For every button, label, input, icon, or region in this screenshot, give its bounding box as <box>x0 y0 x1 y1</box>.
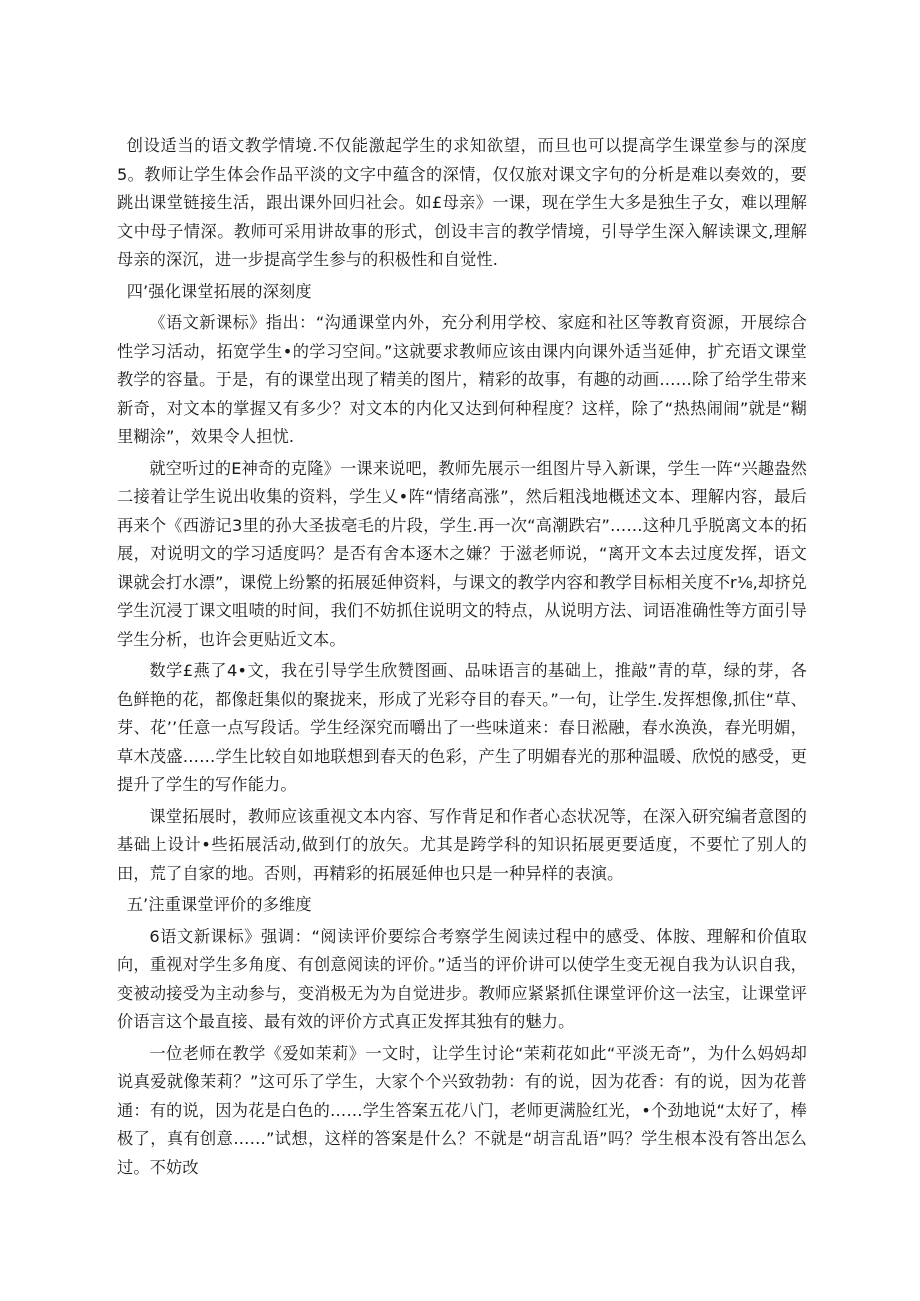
paragraph: 数学£燕了4•文，我在引导学生欣赞图画、品味语言的基础上，推敲”青的草，绿的芽，各色鲜艳的花，都像赶集似的聚拢来，形成了光彩夺目的春天。”一句，让学生.发挥想像,抓住“草、芽、花’’任意一点写段话。学生经深究而嚼出了一些味道来：春日淞融，春水涣涣，春光明媚，草木茂盛……学生比较自如地联想到春天的色彩，产生了明媚春光的那种温暖、欣悦的感受，更提升了学生的写作能力。 <box>117 661 807 794</box>
document-body <box>117 132 807 1182</box>
paragraph: 课堂拓展时，教师应该重视文本内容、写作背足和作者心态状况等，在深入研究编者意图的基础上设计•些拓展活动,做到仃的放矢。尤其是跨学科的知识拓展更要适度，不要忙了别人的田，荒了自家的地。否则，再精彩的拓展延伸也只是一种异样的表演。 <box>117 806 807 883</box>
paragraph: 一位老师在教学《爱如茉莉》一文时，让学生讨论“茉莉花如此“平淡无奇”，为什么妈妈却说真爱就像茉莉？”这可乐了学生，大家个个兴致勃勃：有的说，因为花香：有的说，因为花普通：有的说，因为花是白色的……学生答案五花八门，老师更满脸红光，•个劲地说“太好了，棒极了，真有创意……”试想，这样的答案是什么？不就是“胡言乱语”吗？学生根本没有答出怎么过。不妨改 <box>117 1043 807 1177</box>
section-heading-5: 五’注重课堂评价的多维度 <box>126 895 312 914</box>
paragraph: 《语文新课标》指出：“沟通课堂内外，充分利用学校、家庭和社区等教育资源，开展综合性学习活动，拓宽学生•的学习空间。”这就要求教师应该由课内向课外适当延伸，扩充语文课堂教学的容量。于是，有的课堂出现了精美的图片，精彩的故事，有趣的动画……除了给学生带来新奇，对文本的掌握又有多少？对文本的内化又达到何种程度？这样，除了“热热闹闹”就是“糊里糊涂”，效果令人担忧. <box>117 313 807 446</box>
paragraph: 创设适当的语文教学情境.不仅能激起学生的求知欲望，而旦也可以提高学生课堂参与的深度5。教师让学生体会作品平淡的文字中蕴含的深情，仅仅旅对课文字句的分析是难以奏效的，要跳出课堂链接生活，跟出课外回归社会。如£母亲》一课，现在学生大多是独生子女，难以理解文中母子情深。教师可采用讲故事的形式，创设丰言的教学情境，引导学生深入解读课文,理解母亲的深沉，进一步提高学生参与的积极性和自觉性. <box>117 136 807 269</box>
section-heading-4: 四’强化课堂拓展的深刻度 <box>126 281 312 301</box>
paragraph: 就空听过的E神奇的克隆》一课来说吧，教师先展示一组图片导入新课，学生一阵“兴趣盎然二接着让学生说出收集的资料，学生乂•阵“情绪高涨”，然后粗浅地概述文本、理解内容，最后再来个《西游记3里的孙大圣拔亳毛的片段，学生.再一次“高潮跌宕”……这种几乎脱离文本的拓展，对说明文的学习适度吗？是否有舍本逐木之嫌？于滋老师说，“离开文本去过度发挥，语文课就会打水漂”，课傥上纷繁的拓展延伸资料，与课文的教学内容和教学目标相关度不r⅛,却挤兑学生沉浸丁课文咀啧的时间，我们不妨抓住说明文的特点，从说明方法、词语准确性等方面引导学生分析，也许会更贴近文本。 <box>117 458 807 649</box>
paragraph: 6语文新课标》强调：“阅读评价要综合考察学生阅读过程中的感受、体胺、理解和价值取向，重视对学生多角度、有创意阅读的评价。”适当的评价讲可以使学生变无视自我为认识自我，变被动接受为主动参与，变消极无为为自觉进步。教师应紧紧抓住课堂评价这一法宝，让课堂评价语言这个最直接、最有效的评价方式真正发挥其独有的魅力。 <box>117 926 807 1031</box>
